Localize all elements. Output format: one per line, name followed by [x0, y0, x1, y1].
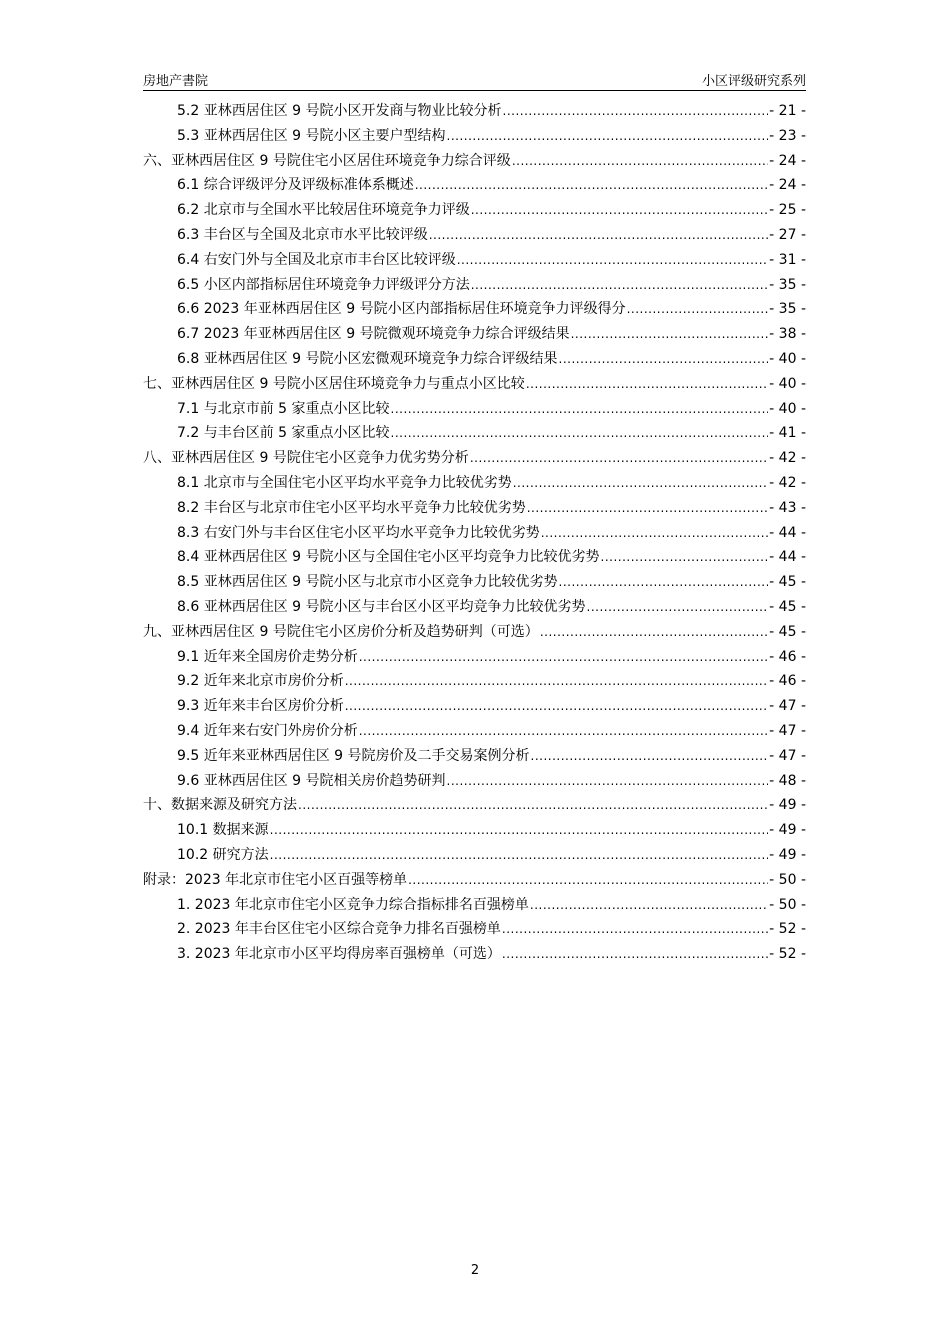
toc-dot-leader [531, 744, 769, 769]
toc-entry-page: - 27 - [769, 226, 806, 243]
header-series: 小区评级研究系列 [701, 74, 806, 89]
toc-dot-leader [502, 942, 768, 967]
toc-entry-page: - 40 - [769, 375, 806, 392]
toc-entry-title: 8.6 亚林西居住区 9 号院小区与丰台区小区平均竞争力比较优劣势 [177, 598, 586, 615]
toc-entry-page: - 49 - [769, 822, 806, 839]
toc-entry-title: 9.3 近年来丰台区房价分析 [177, 698, 344, 715]
toc-section-entry[interactable] [143, 595, 806, 620]
toc-entry-title: 6.1 综合评级评分及评级标准体系概述 [177, 177, 414, 194]
toc-entry-page: - 47 - [769, 747, 806, 764]
toc-section-entry[interactable] [143, 248, 806, 273]
toc-section-entry[interactable] [143, 645, 806, 670]
toc-entry-title: 9.6 亚林西居住区 9 号院相关房价趋势研判 [177, 772, 446, 789]
toc-entry-page: - 24 - [769, 152, 806, 169]
toc-entry-title: 6.6 2023 年亚林西居住区 9 号院小区内部指标居住环境竞争力评级得分 [177, 301, 626, 318]
toc-entry-page: - 31 - [769, 251, 806, 268]
toc-dot-leader [270, 818, 769, 843]
toc-section-entry[interactable] [143, 694, 806, 719]
toc-entry-page: - 49 - [769, 846, 806, 863]
toc-dot-leader [270, 843, 769, 868]
page-header [143, 68, 806, 91]
toc-chapter-entry[interactable] [143, 149, 806, 174]
toc-entry-page: - 49 - [769, 797, 806, 814]
toc-entry-page: - 25 - [769, 202, 806, 219]
toc-entry-title: 十、数据来源及研究方法 [143, 797, 297, 814]
toc-entry-title: 8.2 丰台区与北京市住宅小区平均水平竞争力比较优劣势 [177, 499, 526, 516]
toc-dot-leader [408, 868, 768, 893]
toc-section-entry[interactable] [143, 124, 806, 149]
toc-section-entry[interactable] [143, 669, 806, 694]
toc-entry-page: - 46 - [769, 648, 806, 665]
toc-entry-page: - 47 - [769, 698, 806, 715]
toc-chapter-entry[interactable] [143, 868, 806, 893]
toc-section-entry[interactable] [143, 273, 806, 298]
toc-entry-title: 八、亚林西居住区 9 号院住宅小区竞争力优劣势分析 [143, 450, 469, 467]
toc-section-entry[interactable] [143, 818, 806, 843]
toc-entry-title: 6.2 北京市与全国水平比较居住环境竞争力评级 [177, 202, 470, 219]
toc-section-entry[interactable] [143, 496, 806, 521]
toc-entry-page: - 24 - [769, 177, 806, 194]
toc-entry-title: 8.1 北京市与全国住宅小区平均水平竞争力比较优劣势 [177, 474, 512, 491]
toc-dot-leader [513, 471, 768, 496]
toc-entry-page: - 44 - [769, 524, 806, 541]
toc-entry-page: - 48 - [769, 772, 806, 789]
toc-entry-title: 6.5 小区内部指标居住环境竞争力评级评分方法 [177, 276, 470, 293]
toc-dot-leader [359, 719, 768, 744]
toc-entry-title: 10.1 数据来源 [177, 822, 269, 839]
toc-entry-page: - 44 - [769, 549, 806, 566]
toc-entry-title: 8.4 亚林西居住区 9 号院小区与全国住宅小区平均竞争力比较优劣势 [177, 549, 600, 566]
toc-dot-leader [503, 99, 769, 124]
toc-entry-page: - 42 - [769, 450, 806, 467]
toc-chapter-entry[interactable] [143, 793, 806, 818]
toc-dot-leader [447, 124, 769, 149]
toc-dot-leader [470, 446, 768, 471]
toc-section-entry[interactable] [143, 198, 806, 223]
toc-entry-title: 10.2 研究方法 [177, 846, 269, 863]
toc-entry-title: 九、亚林西居住区 9 号院住宅小区房价分析及趋势研判（可选） [143, 623, 539, 640]
toc-entry-page: - 38 - [769, 326, 806, 343]
toc-entry-title: 6.8 亚林西居住区 9 号院小区宏微观环境竞争力综合评级结果 [177, 350, 558, 367]
toc-entry-title: 6.3 丰台区与全国及北京市水平比较评级 [177, 226, 428, 243]
toc-section-entry[interactable] [143, 397, 806, 422]
toc-dot-leader [601, 545, 769, 570]
toc-dot-leader [526, 372, 768, 397]
toc-entry-page: - 40 - [769, 350, 806, 367]
toc-dot-leader [447, 769, 769, 794]
toc-section-entry[interactable] [143, 173, 806, 198]
toc-chapter-entry[interactable] [143, 620, 806, 645]
toc-dot-leader [559, 570, 769, 595]
toc-section-entry[interactable] [143, 843, 806, 868]
toc-section-entry[interactable] [143, 744, 806, 769]
toc-entry-page: - 45 - [769, 623, 806, 640]
toc-entry-page: - 42 - [769, 474, 806, 491]
toc-dot-leader [429, 223, 768, 248]
toc-section-entry[interactable] [143, 322, 806, 347]
toc-entry-title: 附录：2023 年北京市住宅小区百强等榜单 [143, 871, 408, 888]
toc-entry-title: 5.2 亚林西居住区 9 号院小区开发商与物业比较分析 [177, 103, 502, 119]
toc-entry-title: 9.5 近年来亚林西居住区 9 号院房价及二手交易案例分析 [177, 747, 530, 764]
toc-entry-page: - 45 - [769, 598, 806, 615]
toc-section-entry[interactable] [143, 942, 806, 967]
toc-entry-title: 3. 2023 年北京市小区平均得房率百强榜单（可选） [177, 946, 501, 963]
toc-dot-leader [530, 893, 768, 918]
toc-section-entry[interactable] [143, 421, 806, 446]
toc-entry-title: 5.3 亚林西居住区 9 号院小区主要户型结构 [177, 127, 446, 144]
toc-dot-leader [391, 421, 769, 446]
toc-entry-title: 7.2 与丰台区前 5 家重点小区比较 [177, 425, 390, 442]
toc-entry-title: 6.4 右安门外与全国及北京市丰台区比较评级 [177, 251, 456, 268]
toc-chapter-entry[interactable] [143, 372, 806, 397]
toc-section-entry[interactable] [143, 570, 806, 595]
toc-dot-leader [471, 273, 768, 298]
toc-dot-leader [345, 694, 768, 719]
toc-entry-page: - 35 - [769, 276, 806, 293]
toc-entry-title: 9.1 近年来全国房价走势分析 [177, 648, 358, 665]
toc-entry-page: - 35 - [769, 301, 806, 318]
toc-entry-title: 9.2 近年来北京市房价分析 [177, 673, 344, 690]
toc-entry-page: - 43 - [769, 499, 806, 516]
toc-section-entry[interactable] [143, 297, 806, 322]
toc-entry-title: 8.3 右安门外与丰台区住宅小区平均水平竞争力比较优劣势 [177, 524, 540, 541]
toc-entry-page: - 46 - [769, 673, 806, 690]
toc-entry-title: 六、亚林西居住区 9 号院住宅小区居住环境竞争力综合评级 [143, 152, 511, 169]
toc-dot-leader [359, 645, 768, 670]
toc-dot-leader [627, 297, 769, 322]
toc-dot-leader [540, 620, 768, 645]
toc-entry-title: 8.5 亚林西居住区 9 号院小区与北京市小区竞争力比较优劣势 [177, 574, 558, 591]
toc-dot-leader [471, 198, 768, 223]
toc-entry-page: - 52 - [769, 921, 806, 938]
toc-dot-leader [415, 173, 768, 198]
toc-dot-leader [298, 793, 768, 818]
toc-section-entry[interactable] [143, 521, 806, 546]
toc-dot-leader [541, 521, 768, 546]
toc-entry-title: 7.1 与北京市前 5 家重点小区比较 [177, 400, 390, 417]
toc-entry-title: 6.7 2023 年亚林西居住区 9 号院微观环境竞争力综合评级结果 [177, 326, 570, 343]
toc-dot-leader [391, 397, 769, 422]
toc-entry-title: 2. 2023 年丰台区住宅小区综合竞争力排名百强榜单 [177, 921, 501, 938]
toc-entry-page: - 40 - [769, 400, 806, 417]
toc-entry-page: - 47 - [769, 722, 806, 739]
toc-dot-leader [345, 669, 768, 694]
toc-entry-page: - 23 - [769, 127, 806, 144]
toc-section-entry[interactable] [143, 471, 806, 496]
toc-dot-leader [559, 347, 769, 372]
toc-entry-title: 七、亚林西居住区 9 号院小区居住环境竞争力与重点小区比较 [143, 375, 525, 392]
toc-dot-leader [502, 917, 768, 942]
toc-section-entry[interactable] [143, 917, 806, 942]
toc-section-entry[interactable] [143, 545, 806, 570]
toc-section-entry[interactable] [143, 347, 806, 372]
toc-entry-page: - 21 - [769, 103, 806, 119]
toc-entry-page: - 50 - [769, 871, 806, 888]
toc-section-entry[interactable] [143, 893, 806, 918]
toc-dot-leader [512, 149, 768, 174]
toc-section-entry[interactable] [143, 769, 806, 794]
toc-entry-page: - 52 - [769, 946, 806, 963]
table-of-contents [143, 99, 806, 967]
page-number: 2 [470, 1263, 480, 1278]
toc-entry-page: - 50 - [769, 896, 806, 913]
toc-section-entry[interactable] [143, 223, 806, 248]
toc-dot-leader [587, 595, 769, 620]
toc-dot-leader [457, 248, 768, 273]
toc-section-entry[interactable] [143, 719, 806, 744]
toc-dot-leader [527, 496, 768, 521]
toc-entry-page: - 41 - [769, 425, 806, 442]
toc-dot-leader [571, 322, 769, 347]
header-publisher: 房地产書院 [143, 74, 209, 89]
toc-entry-title: 1. 2023 年北京市住宅小区竞争力综合指标排名百强榜单 [177, 896, 529, 913]
toc-entry-title: 9.4 近年来右安门外房价分析 [177, 722, 358, 739]
toc-chapter-entry[interactable] [143, 446, 806, 471]
toc-entry-page: - 45 - [769, 574, 806, 591]
toc-section-entry[interactable] [143, 99, 806, 124]
